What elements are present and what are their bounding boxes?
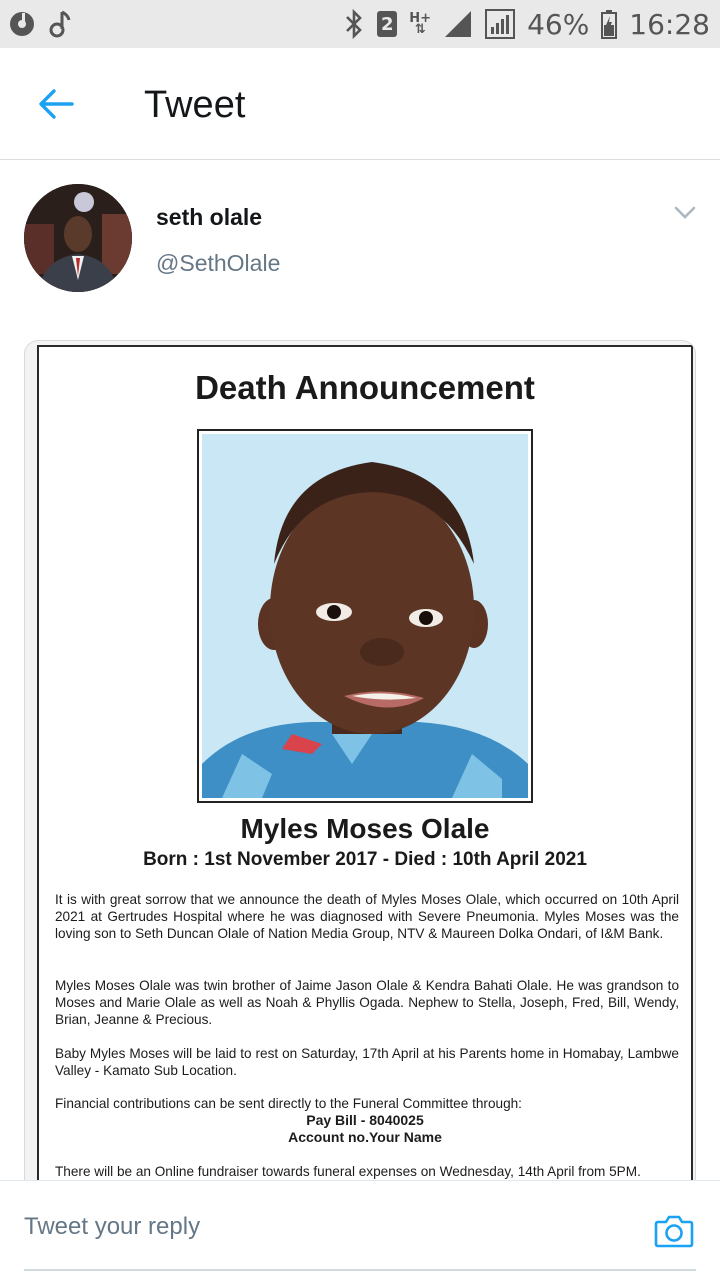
author-handle[interactable]: @SethOlale [156, 250, 281, 276]
reply-bar [0, 1180, 720, 1280]
network-type: H+ ⇅ [409, 11, 432, 37]
photo-frame [197, 429, 533, 803]
reply-underline [24, 1269, 696, 1271]
status-bar-right [343, 8, 710, 41]
camera-icon [654, 1214, 694, 1248]
clock: 16:28 [629, 7, 710, 41]
camera-button[interactable] [652, 1209, 696, 1253]
chevron-down-icon [674, 206, 696, 220]
tweet-author [24, 184, 704, 294]
tweet-menu-button[interactable] [672, 200, 698, 226]
reply-input[interactable] [24, 1197, 584, 1257]
app-header [0, 48, 720, 160]
signal-icon [443, 9, 473, 39]
author-name[interactable]: seth olale [156, 204, 263, 230]
announcement-paragraph: Myles Moses Olale was twin brother of Jaime Jason Olale & Kendra Bahati Olale. He was grandson to Moses and Marie Olale as well as Noah & Phyllis Ogada. Nephew to Stella, Joseph, Fred, Bill, Wendy, Brian, Jeanne & Precious. [55, 978, 679, 1027]
battery-icon [601, 9, 617, 39]
battery-percent: 46% [527, 7, 590, 41]
bluetooth-icon [343, 9, 365, 39]
avatar[interactable] [24, 184, 132, 292]
status-bar [0, 0, 720, 48]
announcement-paragraph: Baby Myles Moses will be laid to rest on Saturday, 17th April at his Parents home in Homabay, Lambwe Valley - Kamato Sub Location. [55, 1046, 679, 1078]
child-photo [202, 434, 528, 798]
sim-badge: 2 [377, 11, 397, 37]
status-bar-left [8, 9, 72, 39]
back-button[interactable] [32, 82, 80, 126]
tweet-media[interactable] [24, 340, 696, 1180]
signal-bars-icon [485, 9, 515, 39]
notification-dot-icon [8, 10, 36, 38]
deceased-name: Myles Moses Olale [240, 813, 490, 844]
announcement-paragraph: Financial contributions can be sent directly to the Funeral Committee through: [55, 1096, 522, 1111]
announcement-paragraph: It is with great sorrow that we announce the death of Myles Moses Olale, which occurred on 10th April 2021 at Gertrudes Hospital where he was diagnosed with Severe Pneumonia. Myles Moses was the loving son to Seth Duncan Olale of Nation Media Group, NTV & Maureen Dolka Ondari, of I&M Bank. [55, 892, 679, 941]
announcement-paragraph: There will be an Online fundraiser towards funeral expenses on Wednesday, 14th April from 5PM. [55, 1164, 641, 1179]
announcement-title: Death Announcement [195, 369, 535, 406]
arrow-left-icon [38, 88, 74, 120]
page-title: Tweet [144, 84, 246, 126]
life-dates: Born : 1st November 2017 - Died : 10th April 2021 [143, 849, 587, 870]
pay-bill-number: Pay Bill - 8040025 [306, 1112, 424, 1128]
music-note-icon [48, 9, 72, 39]
account-number: Account no.Your Name [288, 1129, 442, 1145]
announcement-image [37, 345, 693, 1180]
